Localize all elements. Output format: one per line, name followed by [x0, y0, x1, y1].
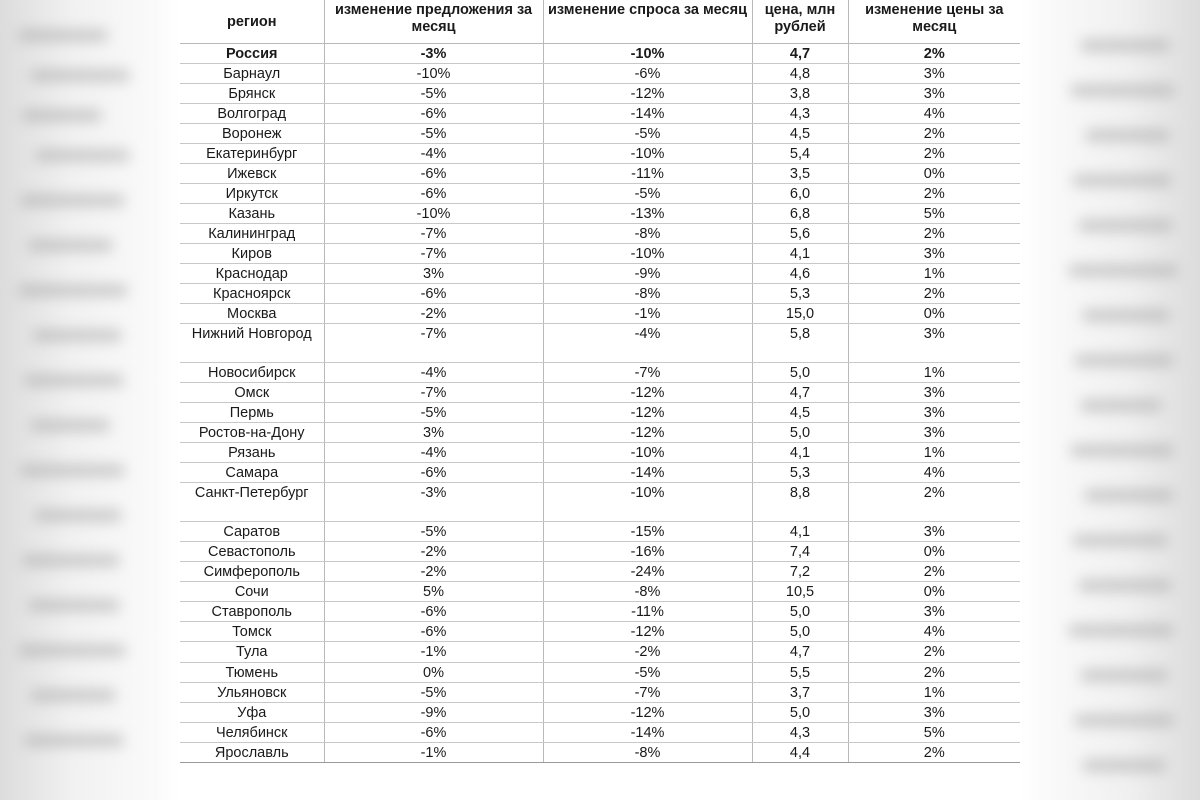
price-change-cell: 5% — [848, 203, 1020, 223]
table-row — [180, 742, 1020, 762]
supply-change-cell: 3% — [324, 263, 543, 283]
price-cell: 4,5 — [752, 123, 848, 143]
table-body — [180, 43, 1020, 763]
price-cell: 8,8 — [752, 483, 848, 522]
document-page — [180, 0, 1020, 800]
price-change-cell: 0% — [848, 542, 1020, 562]
supply-change-cell: -1% — [324, 742, 543, 762]
price-cell: 5,0 — [752, 423, 848, 443]
blurred-background-left — [0, 0, 150, 800]
table-row-total — [180, 43, 1020, 63]
supply-change-cell: -7% — [324, 323, 543, 362]
table-row — [180, 203, 1020, 223]
supply-change-cell: -6% — [324, 463, 543, 483]
demand-change-cell: -12% — [543, 622, 752, 642]
table-row — [180, 243, 1020, 263]
supply-change-cell: -2% — [324, 303, 543, 323]
header-supply-change: изменение предложения за месяц — [324, 0, 543, 43]
price-change-cell: 2% — [848, 183, 1020, 203]
price-change-cell: 3% — [848, 423, 1020, 443]
demand-change-cell: -12% — [543, 403, 752, 423]
table-row — [180, 123, 1020, 143]
price-change-cell: 3% — [848, 403, 1020, 423]
region-cell: Тула — [180, 642, 324, 662]
table-row — [180, 363, 1020, 383]
price-change-cell: 2% — [848, 642, 1020, 662]
table-row — [180, 662, 1020, 682]
region-cell: Новосибирск — [180, 363, 324, 383]
price-cell: 3,5 — [752, 163, 848, 183]
price-cell: 5,0 — [752, 622, 848, 642]
price-change-cell: 3% — [848, 323, 1020, 362]
price-change-cell: 3% — [848, 702, 1020, 722]
price-change-cell: 4% — [848, 103, 1020, 123]
table-row — [180, 483, 1020, 522]
demand-change-cell: -14% — [543, 722, 752, 742]
price-change-cell: 3% — [848, 522, 1020, 542]
table-row — [180, 403, 1020, 423]
price-cell: 4,8 — [752, 63, 848, 83]
supply-change-cell: -3% — [324, 483, 543, 522]
demand-change-cell: -8% — [543, 223, 752, 243]
price-cell: 4,5 — [752, 403, 848, 423]
region-cell: Ульяновск — [180, 682, 324, 702]
region-cell: Санкт-Петербург — [180, 483, 324, 522]
region-cell: Ростов-на-Дону — [180, 423, 324, 443]
table-row — [180, 702, 1020, 722]
table-row — [180, 223, 1020, 243]
price-cell: 4,4 — [752, 742, 848, 762]
table-row — [180, 283, 1020, 303]
table-row — [180, 682, 1020, 702]
region-cell: Севастополь — [180, 542, 324, 562]
region-cell: Сочи — [180, 582, 324, 602]
price-cell: 5,6 — [752, 223, 848, 243]
price-change-cell: 0% — [848, 303, 1020, 323]
supply-change-cell: -5% — [324, 403, 543, 423]
region-cell: Тюмень — [180, 662, 324, 682]
region-cell: Ижевск — [180, 163, 324, 183]
price-change-cell: 0% — [848, 163, 1020, 183]
price-cell: 4,7 — [752, 383, 848, 403]
demand-change-cell: -1% — [543, 303, 752, 323]
demand-change-cell: -14% — [543, 463, 752, 483]
demand-change-cell: -7% — [543, 363, 752, 383]
supply-change-cell: -6% — [324, 722, 543, 742]
price-change-cell: 3% — [848, 63, 1020, 83]
demand-change-cell: -14% — [543, 103, 752, 123]
region-cell: Самара — [180, 463, 324, 483]
price-cell: 4,7 — [752, 43, 848, 63]
demand-change-cell: -7% — [543, 682, 752, 702]
price-cell: 5,0 — [752, 363, 848, 383]
region-cell: Калининград — [180, 223, 324, 243]
region-cell: Екатеринбург — [180, 143, 324, 163]
table-row — [180, 303, 1020, 323]
price-cell: 6,8 — [752, 203, 848, 223]
price-change-cell: 1% — [848, 263, 1020, 283]
demand-change-cell: -10% — [543, 443, 752, 463]
market-table — [180, 0, 1020, 763]
table-row — [180, 522, 1020, 542]
supply-change-cell: -1% — [324, 642, 543, 662]
region-cell: Воронеж — [180, 123, 324, 143]
region-cell: Москва — [180, 303, 324, 323]
supply-change-cell: -2% — [324, 542, 543, 562]
demand-change-cell: -12% — [543, 83, 752, 103]
supply-change-cell: -6% — [324, 163, 543, 183]
table-row — [180, 83, 1020, 103]
supply-change-cell: -10% — [324, 203, 543, 223]
price-change-cell: 2% — [848, 662, 1020, 682]
demand-change-cell: -12% — [543, 423, 752, 443]
price-cell: 5,0 — [752, 702, 848, 722]
table-row — [180, 383, 1020, 403]
region-cell: Барнаул — [180, 63, 324, 83]
table-row — [180, 463, 1020, 483]
table-row — [180, 582, 1020, 602]
price-cell: 6,0 — [752, 183, 848, 203]
price-cell: 5,3 — [752, 463, 848, 483]
supply-change-cell: -5% — [324, 682, 543, 702]
price-cell: 5,4 — [752, 143, 848, 163]
price-cell: 3,7 — [752, 682, 848, 702]
demand-change-cell: -10% — [543, 143, 752, 163]
price-change-cell: 4% — [848, 463, 1020, 483]
demand-change-cell: -15% — [543, 522, 752, 542]
table-row — [180, 443, 1020, 463]
demand-change-cell: -12% — [543, 702, 752, 722]
supply-change-cell: -5% — [324, 123, 543, 143]
price-change-cell: 2% — [848, 742, 1020, 762]
region-cell: Ярославль — [180, 742, 324, 762]
price-cell: 5,8 — [752, 323, 848, 362]
price-change-cell: 1% — [848, 443, 1020, 463]
supply-change-cell: -6% — [324, 622, 543, 642]
region-cell: Симферополь — [180, 562, 324, 582]
header-row — [180, 0, 1020, 43]
region-cell: Краснодар — [180, 263, 324, 283]
demand-change-cell: -10% — [543, 43, 752, 63]
supply-change-cell: -6% — [324, 183, 543, 203]
demand-change-cell: -5% — [543, 662, 752, 682]
demand-change-cell: -11% — [543, 602, 752, 622]
price-change-cell: 1% — [848, 363, 1020, 383]
supply-change-cell: -9% — [324, 702, 543, 722]
price-change-cell: 2% — [848, 483, 1020, 522]
demand-change-cell: -4% — [543, 323, 752, 362]
table-row — [180, 622, 1020, 642]
price-cell: 10,5 — [752, 582, 848, 602]
supply-change-cell: -2% — [324, 562, 543, 582]
supply-change-cell: -5% — [324, 83, 543, 103]
supply-change-cell: -4% — [324, 363, 543, 383]
price-cell: 5,3 — [752, 283, 848, 303]
region-cell: Уфа — [180, 702, 324, 722]
supply-change-cell: -4% — [324, 443, 543, 463]
demand-change-cell: -11% — [543, 163, 752, 183]
demand-change-cell: -5% — [543, 123, 752, 143]
price-change-cell: 2% — [848, 123, 1020, 143]
region-cell: Пермь — [180, 403, 324, 423]
price-cell: 4,1 — [752, 522, 848, 542]
price-cell: 7,4 — [752, 542, 848, 562]
supply-change-cell: -6% — [324, 283, 543, 303]
supply-change-cell: -6% — [324, 602, 543, 622]
region-cell: Омск — [180, 383, 324, 403]
demand-change-cell: -8% — [543, 283, 752, 303]
supply-change-cell: -7% — [324, 223, 543, 243]
header-price-change: изменение цены за месяц — [848, 0, 1020, 43]
region-cell: Челябинск — [180, 722, 324, 742]
region-cell: Рязань — [180, 443, 324, 463]
demand-change-cell: -10% — [543, 483, 752, 522]
region-cell: Волгоград — [180, 103, 324, 123]
table-row — [180, 103, 1020, 123]
table-row — [180, 562, 1020, 582]
supply-change-cell: 3% — [324, 423, 543, 443]
demand-change-cell: -5% — [543, 183, 752, 203]
demand-change-cell: -10% — [543, 243, 752, 263]
table-row — [180, 163, 1020, 183]
header-region: регион — [180, 0, 324, 43]
demand-change-cell: -8% — [543, 582, 752, 602]
price-cell: 3,8 — [752, 83, 848, 103]
supply-change-cell: -7% — [324, 383, 543, 403]
header-demand-change: изменение спроса за месяц — [543, 0, 752, 43]
price-change-cell: 2% — [848, 223, 1020, 243]
demand-change-cell: -9% — [543, 263, 752, 283]
table-row — [180, 642, 1020, 662]
table-row — [180, 602, 1020, 622]
table-row — [180, 722, 1020, 742]
price-change-cell: 0% — [848, 582, 1020, 602]
price-change-cell: 3% — [848, 602, 1020, 622]
supply-change-cell: -4% — [324, 143, 543, 163]
region-cell: Казань — [180, 203, 324, 223]
price-cell: 5,5 — [752, 662, 848, 682]
price-change-cell: 3% — [848, 383, 1020, 403]
demand-change-cell: -2% — [543, 642, 752, 662]
table-row — [180, 63, 1020, 83]
price-cell: 4,6 — [752, 263, 848, 283]
price-cell: 4,3 — [752, 722, 848, 742]
table-row — [180, 183, 1020, 203]
table-row — [180, 263, 1020, 283]
header-price: цена, млн рублей — [752, 0, 848, 43]
price-cell: 5,0 — [752, 602, 848, 622]
price-change-cell: 2% — [848, 283, 1020, 303]
region-cell: Иркутск — [180, 183, 324, 203]
table-row — [180, 542, 1020, 562]
price-cell: 4,7 — [752, 642, 848, 662]
price-change-cell: 2% — [848, 43, 1020, 63]
price-change-cell: 1% — [848, 682, 1020, 702]
supply-change-cell: 0% — [324, 662, 543, 682]
demand-change-cell: -6% — [543, 63, 752, 83]
region-cell: Красноярск — [180, 283, 324, 303]
region-cell: Россия — [180, 43, 324, 63]
blurred-background-right — [1050, 0, 1200, 800]
price-cell: 4,1 — [752, 443, 848, 463]
price-cell: 4,3 — [752, 103, 848, 123]
price-cell: 7,2 — [752, 562, 848, 582]
price-change-cell: 2% — [848, 562, 1020, 582]
region-cell: Саратов — [180, 522, 324, 542]
region-cell: Ставрополь — [180, 602, 324, 622]
table-bottom-border — [180, 762, 1020, 763]
demand-change-cell: -12% — [543, 383, 752, 403]
demand-change-cell: -16% — [543, 542, 752, 562]
supply-change-cell: -6% — [324, 103, 543, 123]
price-change-cell: 4% — [848, 622, 1020, 642]
supply-change-cell: -3% — [324, 43, 543, 63]
table-row — [180, 143, 1020, 163]
price-cell: 4,1 — [752, 243, 848, 263]
price-change-cell: 2% — [848, 143, 1020, 163]
region-cell: Брянск — [180, 83, 324, 103]
region-cell: Томск — [180, 622, 324, 642]
price-change-cell: 3% — [848, 83, 1020, 103]
demand-change-cell: -13% — [543, 203, 752, 223]
demand-change-cell: -8% — [543, 742, 752, 762]
demand-change-cell: -24% — [543, 562, 752, 582]
supply-change-cell: -7% — [324, 243, 543, 263]
region-cell: Киров — [180, 243, 324, 263]
price-change-cell: 5% — [848, 722, 1020, 742]
supply-change-cell: 5% — [324, 582, 543, 602]
table-row — [180, 323, 1020, 362]
supply-change-cell: -5% — [324, 522, 543, 542]
table-row — [180, 423, 1020, 443]
region-cell: Нижний Новгород — [180, 323, 324, 362]
supply-change-cell: -10% — [324, 63, 543, 83]
price-cell: 15,0 — [752, 303, 848, 323]
price-change-cell: 3% — [848, 243, 1020, 263]
